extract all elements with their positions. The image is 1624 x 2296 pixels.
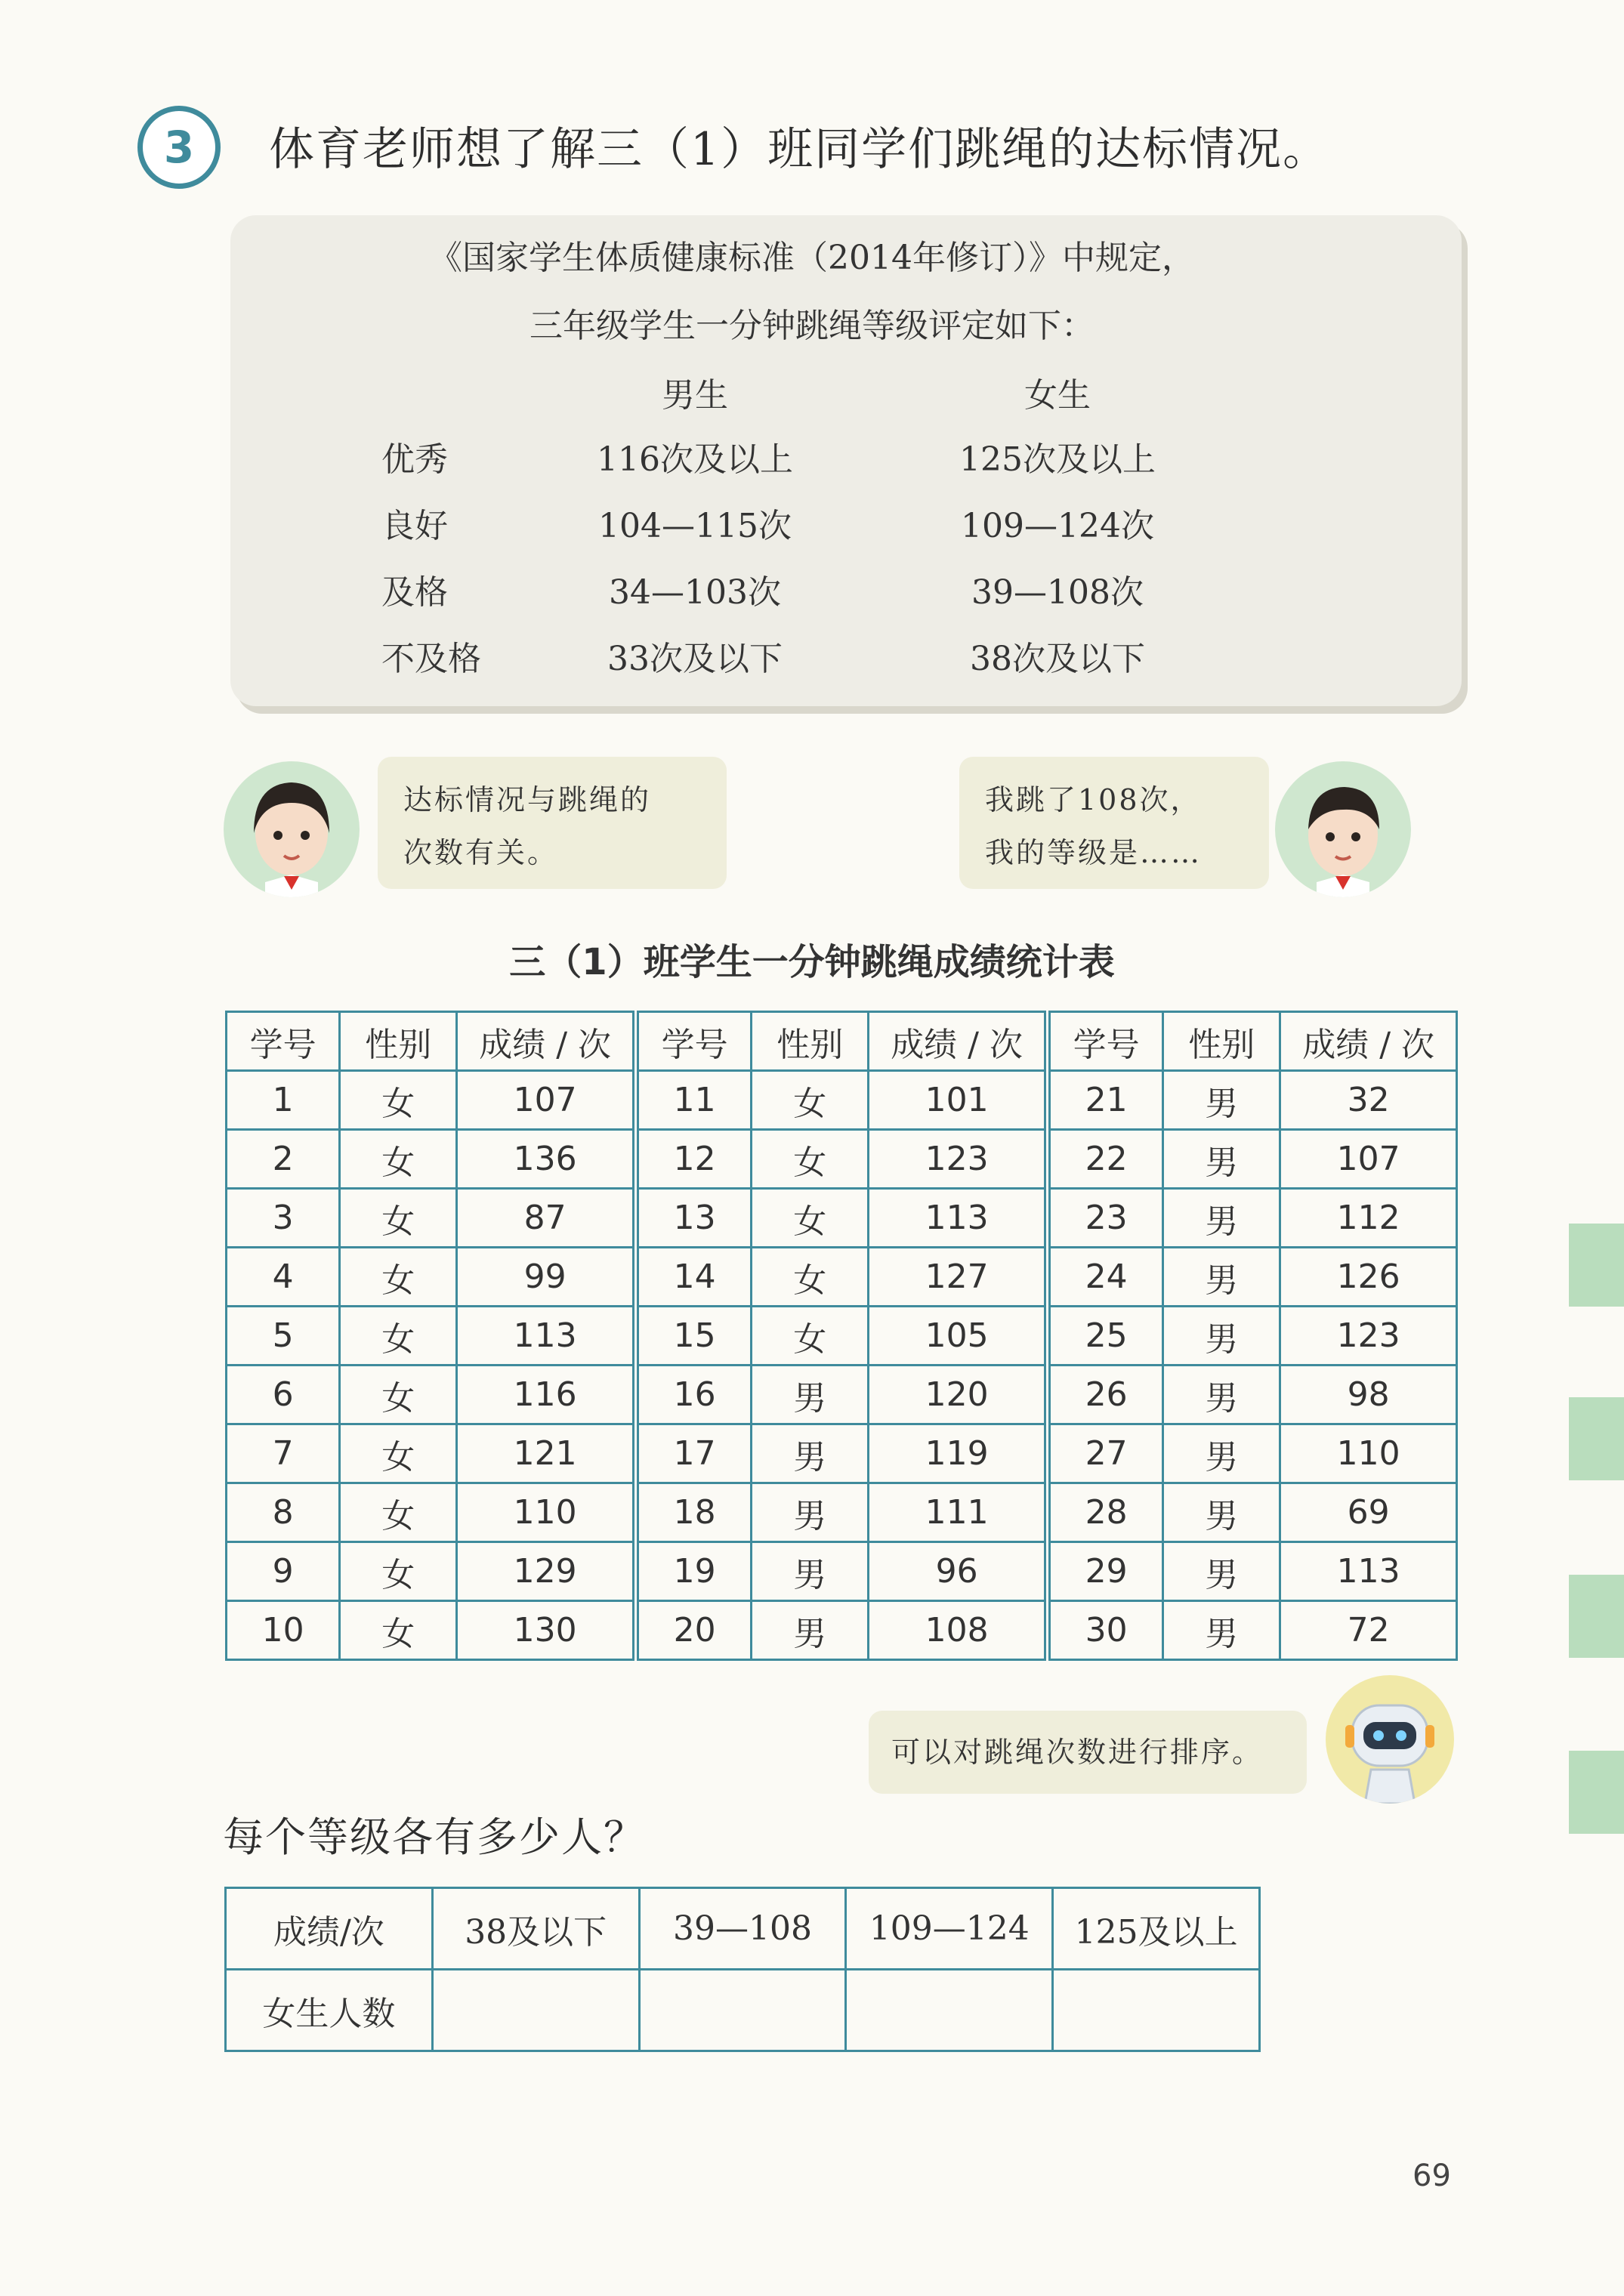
gender-cell: 男 xyxy=(752,1483,869,1542)
student-id-cell: 3 xyxy=(227,1189,340,1248)
girl-speech-line-1: 达标情况与跳绳的 xyxy=(403,783,652,816)
score-cell: 113 xyxy=(869,1189,1048,1248)
standard-boy-range: 116次及以上 xyxy=(597,440,793,479)
score-cell: 105 xyxy=(869,1307,1048,1366)
table-row xyxy=(227,1307,1457,1366)
robot-speech-bubble: 可以对跳绳次数进行排序。 xyxy=(869,1711,1307,1794)
problem-text: 体育老师想了解三（1）班同学们跳绳的达标情况。 xyxy=(269,123,1330,176)
score-cell: 123 xyxy=(869,1130,1048,1189)
gender-cell: 女 xyxy=(340,1071,457,1130)
count-answer-cell[interactable] xyxy=(639,1970,846,2051)
gender-cell: 男 xyxy=(1163,1071,1280,1130)
score-cell: 110 xyxy=(457,1483,636,1542)
gender-cell: 女 xyxy=(752,1130,869,1189)
score-table xyxy=(225,1011,1458,1661)
student-id-cell: 30 xyxy=(1047,1601,1162,1660)
boy-speech-line-1: 我跳了108次， xyxy=(985,783,1202,816)
student-id-cell: 26 xyxy=(1047,1366,1162,1424)
score-cell: 113 xyxy=(457,1307,636,1366)
gender-cell: 女 xyxy=(752,1189,869,1248)
score-cell: 112 xyxy=(1280,1189,1457,1248)
gender-cell: 女 xyxy=(340,1424,457,1483)
score-cell: 108 xyxy=(869,1601,1048,1660)
gender-cell: 男 xyxy=(1163,1424,1280,1483)
score-cell: 110 xyxy=(1280,1424,1457,1483)
student-id-cell: 22 xyxy=(1047,1130,1162,1189)
score-cell: 96 xyxy=(869,1542,1048,1601)
gender-cell: 男 xyxy=(1163,1130,1280,1189)
score-cell: 119 xyxy=(869,1424,1048,1483)
score-cell: 98 xyxy=(1280,1366,1457,1424)
table-header-cell: 性别 xyxy=(1163,1012,1280,1071)
standard-boy-range: 104—115次 xyxy=(598,507,792,545)
score-cell: 107 xyxy=(457,1071,636,1130)
standard-girl-range: 109—124次 xyxy=(961,507,1154,545)
count-row-label: 女生人数 xyxy=(226,1970,433,2051)
table-header-row xyxy=(227,1012,1457,1071)
student-id-cell: 6 xyxy=(227,1366,340,1424)
student-id-cell: 4 xyxy=(227,1248,340,1307)
student-id-cell: 1 xyxy=(227,1071,340,1130)
table-row xyxy=(227,1366,1457,1424)
count-range-cell: 109—124 xyxy=(846,1888,1053,1970)
table-row xyxy=(227,1248,1457,1307)
score-cell: 113 xyxy=(1280,1542,1457,1601)
side-tab xyxy=(1569,1575,1624,1658)
gender-cell: 女 xyxy=(752,1248,869,1307)
student-id-cell: 27 xyxy=(1047,1424,1162,1483)
table-row xyxy=(227,1189,1457,1248)
bottom-question: 每个等级各有多少人？ xyxy=(223,1813,646,1861)
gender-cell: 女 xyxy=(340,1130,457,1189)
side-tab xyxy=(1569,1751,1624,1834)
score-cell: 126 xyxy=(1280,1248,1457,1307)
gender-cell: 男 xyxy=(1163,1483,1280,1542)
student-id-cell: 25 xyxy=(1047,1307,1162,1366)
count-table xyxy=(224,1887,1261,2052)
student-id-cell: 12 xyxy=(635,1130,751,1189)
student-id-cell: 11 xyxy=(635,1071,751,1130)
gender-cell: 男 xyxy=(1163,1248,1280,1307)
gender-cell: 女 xyxy=(340,1542,457,1601)
page-number: 69 xyxy=(1413,2159,1451,2193)
standard-grade: 良好 xyxy=(381,507,448,545)
side-tab xyxy=(1569,1224,1624,1307)
gender-cell: 男 xyxy=(752,1601,869,1660)
count-answer-cell[interactable] xyxy=(432,1970,639,2051)
standard-col-boy: 男生 xyxy=(662,376,728,415)
boy-avatar xyxy=(1275,761,1411,897)
score-cell: 130 xyxy=(457,1601,636,1660)
gender-cell: 男 xyxy=(752,1542,869,1601)
student-id-cell: 15 xyxy=(635,1307,751,1366)
student-id-cell: 19 xyxy=(635,1542,751,1601)
student-id-cell: 13 xyxy=(635,1189,751,1248)
student-id-cell: 10 xyxy=(227,1601,340,1660)
student-id-cell: 29 xyxy=(1047,1542,1162,1601)
score-cell: 136 xyxy=(457,1130,636,1189)
problem-number-badge xyxy=(137,106,221,189)
student-id-cell: 23 xyxy=(1047,1189,1162,1248)
student-id-cell: 9 xyxy=(227,1542,340,1601)
count-range-cell: 38及以下 xyxy=(432,1888,639,1970)
standard-boy-range: 34—103次 xyxy=(609,573,781,612)
standard-girl-range: 39—108次 xyxy=(971,573,1144,612)
boy-face-icon xyxy=(1275,761,1411,897)
count-table-girl-row xyxy=(226,1970,1260,2051)
table-header-cell: 成绩 / 次 xyxy=(457,1012,636,1071)
standard-line-1: 《国家学生体质健康标准（2014年修订）》中规定， xyxy=(429,239,1195,277)
score-cell: 120 xyxy=(869,1366,1048,1424)
table-header-cell: 学号 xyxy=(227,1012,340,1071)
boy-speech-bubble xyxy=(959,757,1269,889)
student-id-cell: 7 xyxy=(227,1424,340,1483)
gender-cell: 女 xyxy=(340,1307,457,1366)
count-range-cell: 39—108 xyxy=(639,1888,846,1970)
score-cell: 111 xyxy=(869,1483,1048,1542)
gender-cell: 男 xyxy=(1163,1601,1280,1660)
student-id-cell: 18 xyxy=(635,1483,751,1542)
count-header-label: 成绩/次 xyxy=(226,1888,433,1970)
standard-grade: 优秀 xyxy=(381,440,448,479)
table-row xyxy=(227,1483,1457,1542)
student-id-cell: 21 xyxy=(1047,1071,1162,1130)
score-cell: 69 xyxy=(1280,1483,1457,1542)
problem-number: 3 xyxy=(163,122,195,173)
gender-cell: 男 xyxy=(752,1424,869,1483)
standard-girl-range: 125次及以上 xyxy=(959,440,1156,479)
standard-grade: 及格 xyxy=(381,573,448,612)
standard-grade: 不及格 xyxy=(381,640,481,678)
student-id-cell: 16 xyxy=(635,1366,751,1424)
score-cell: 116 xyxy=(457,1366,636,1424)
robot-avatar xyxy=(1326,1675,1454,1804)
table-title: 三（1）班学生一分钟跳绳成绩统计表 xyxy=(509,941,1115,983)
student-id-cell: 20 xyxy=(635,1601,751,1660)
table-header-cell: 学号 xyxy=(1047,1012,1162,1071)
table-header-cell: 成绩 / 次 xyxy=(869,1012,1048,1071)
gender-cell: 女 xyxy=(340,1366,457,1424)
student-id-cell: 28 xyxy=(1047,1483,1162,1542)
gender-cell: 男 xyxy=(752,1366,869,1424)
score-cell: 72 xyxy=(1280,1601,1457,1660)
table-row xyxy=(227,1542,1457,1601)
boy-speech-line-2: 我的等级是…… xyxy=(985,836,1203,869)
student-id-cell: 17 xyxy=(635,1424,751,1483)
gender-cell: 女 xyxy=(340,1483,457,1542)
score-cell: 99 xyxy=(457,1248,636,1307)
score-cell: 107 xyxy=(1280,1130,1457,1189)
gender-cell: 女 xyxy=(752,1307,869,1366)
girl-speech-line-2: 次数有关。 xyxy=(403,836,559,869)
score-cell: 87 xyxy=(457,1189,636,1248)
table-header-cell: 成绩 / 次 xyxy=(1280,1012,1457,1071)
girl-speech-bubble xyxy=(378,757,727,889)
student-id-cell: 2 xyxy=(227,1130,340,1189)
girl-face-icon xyxy=(224,761,360,897)
score-cell: 32 xyxy=(1280,1071,1457,1130)
standard-col-girl: 女生 xyxy=(1024,376,1091,415)
standard-line-2: 三年级学生一分钟跳绳等级评定如下： xyxy=(529,307,1095,345)
score-cell: 101 xyxy=(869,1071,1048,1130)
student-id-cell: 24 xyxy=(1047,1248,1162,1307)
count-range-cell: 125及以上 xyxy=(1053,1888,1260,1970)
count-answer-cell[interactable] xyxy=(846,1970,1053,2051)
gender-cell: 女 xyxy=(752,1071,869,1130)
gender-cell: 女 xyxy=(340,1248,457,1307)
score-cell: 129 xyxy=(457,1542,636,1601)
table-row xyxy=(227,1601,1457,1660)
gender-cell: 男 xyxy=(1163,1542,1280,1601)
side-tab xyxy=(1569,1397,1624,1480)
student-id-cell: 5 xyxy=(227,1307,340,1366)
table-header-cell: 性别 xyxy=(340,1012,457,1071)
score-cell: 127 xyxy=(869,1248,1048,1307)
table-row xyxy=(227,1071,1457,1130)
table-row xyxy=(227,1424,1457,1483)
gender-cell: 女 xyxy=(340,1601,457,1660)
count-table-header-row xyxy=(226,1888,1260,1970)
girl-avatar xyxy=(224,761,360,897)
student-id-cell: 8 xyxy=(227,1483,340,1542)
standard-girl-range: 38次及以下 xyxy=(970,640,1145,678)
gender-cell: 男 xyxy=(1163,1307,1280,1366)
table-row xyxy=(227,1130,1457,1189)
robot-icon xyxy=(1326,1675,1454,1804)
gender-cell: 女 xyxy=(340,1189,457,1248)
table-header-cell: 性别 xyxy=(752,1012,869,1071)
table-header-cell: 学号 xyxy=(635,1012,751,1071)
standard-boy-range: 33次及以下 xyxy=(607,640,783,678)
score-cell: 121 xyxy=(457,1424,636,1483)
student-id-cell: 14 xyxy=(635,1248,751,1307)
score-cell: 123 xyxy=(1280,1307,1457,1366)
gender-cell: 男 xyxy=(1163,1189,1280,1248)
gender-cell: 男 xyxy=(1163,1366,1280,1424)
count-answer-cell[interactable] xyxy=(1053,1970,1260,2051)
